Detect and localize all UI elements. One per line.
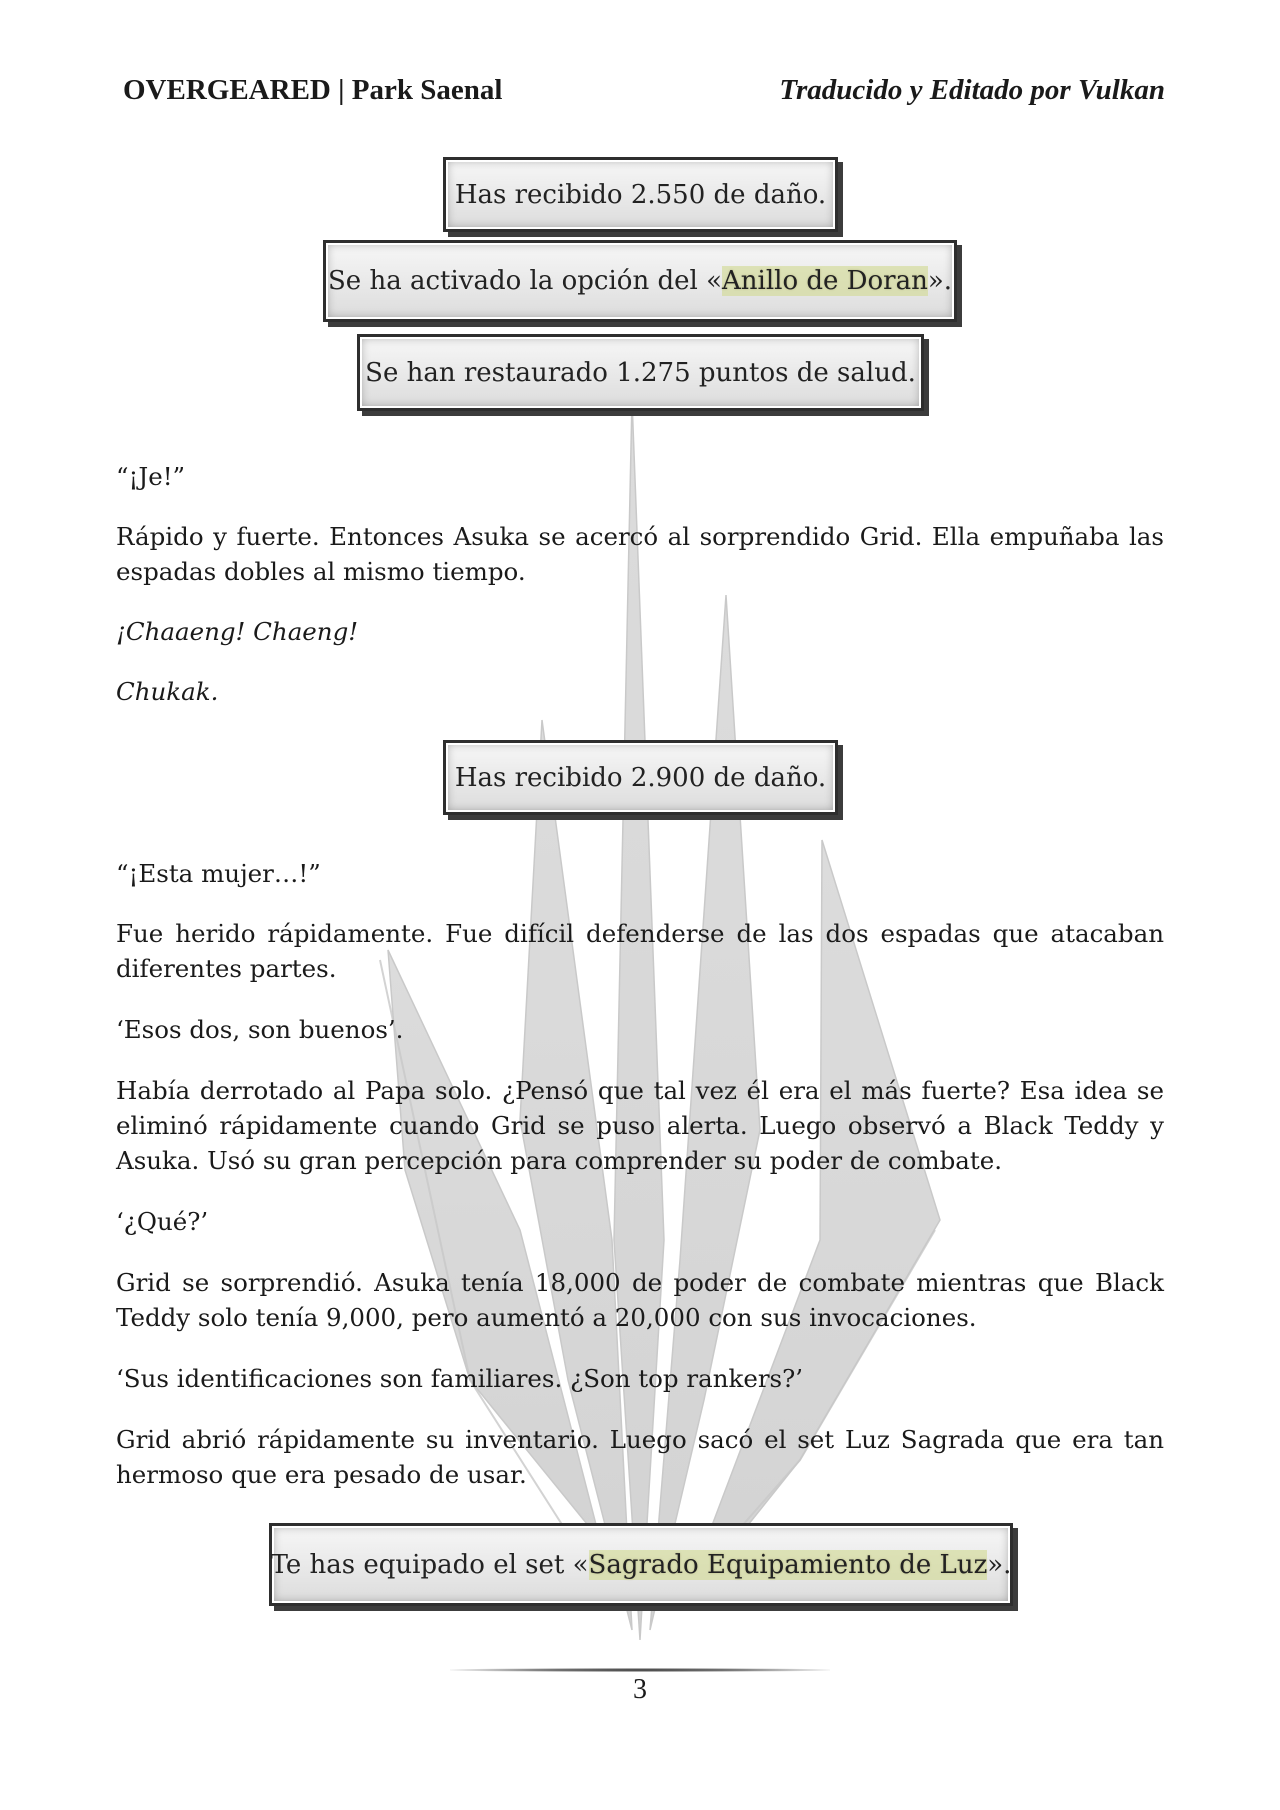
- thought-line: ‘Esos dos, son buenos’.: [116, 1015, 404, 1044]
- body-paragraph: Grid abrió rápidamente su inventario. Luego sacó el set Luz Sagrada que era tan hermoso que era pesado de usar.: [116, 1425, 1164, 1489]
- sound-effect: ¡Chaaeng! Chaeng!: [116, 617, 359, 646]
- body-paragraph: Grid se sorprendió. Asuka tenía 18,000 de poder de combate mientras que Black Teddy solo tenía 9,000, pero aumentó a 20,000 con sus invocaciones.: [116, 1268, 1164, 1332]
- thought-line: ‘Sus identificaciones son familiares. ¿Son top rankers?’: [116, 1364, 804, 1393]
- page-number: 3: [633, 1674, 647, 1705]
- dialogue-line: “¡Je!”: [116, 462, 186, 491]
- system-message-text: Se han restaurado 1.275 puntos de salud.: [365, 357, 916, 388]
- system-message-box: [323, 240, 957, 322]
- footer-divider: [450, 1668, 830, 1672]
- system-message-text: Se ha activado la opción del «Anillo de Doran».: [327, 266, 953, 296]
- system-message-box: [357, 334, 924, 411]
- item-name-highlight: Anillo de Doran: [721, 266, 928, 296]
- system-message-box: [269, 1523, 1013, 1606]
- body-paragraph: Había derrotado al Papa solo. ¿Pensó que tal vez él era el más fuerte? Esa idea se eliminó rápidamente cuando Grid se puso alerta. Luego observó a Black Teddy y Asuka. Usó su gran percepción para comprender su poder de combate.: [116, 1076, 1164, 1175]
- item-name-highlight: Sagrado Equipamiento de Luz: [588, 1549, 988, 1580]
- system-message-text: Te has equipado el set «Sagrado Equipamiento de Luz».: [270, 1549, 1012, 1580]
- dialogue-line: “¡Esta mujer…!”: [116, 859, 321, 888]
- system-message-box: [443, 740, 838, 815]
- book-title: OVERGEARED | Park Saenal: [123, 74, 503, 106]
- system-message-text: Has recibido 2.550 de daño.: [454, 179, 827, 210]
- body-paragraph: Fue herido rápidamente. Fue difícil defenderse de las dos espadas que atacaban diferentes partes.: [116, 919, 1164, 983]
- page-header: [123, 74, 1165, 107]
- translator-credit: Traducido y Editado por Vulkan: [779, 74, 1165, 106]
- system-message-box: [443, 157, 838, 232]
- system-message-text: Has recibido 2.900 de daño.: [454, 762, 827, 793]
- body-paragraph: Rápido y fuerte. Entonces Asuka se acercó al sorprendido Grid. Ella empuñaba las espadas dobles al mismo tiempo.: [116, 522, 1164, 586]
- sound-effect: Chukak.: [116, 677, 219, 706]
- thought-line: ‘¿Qué?’: [116, 1207, 209, 1236]
